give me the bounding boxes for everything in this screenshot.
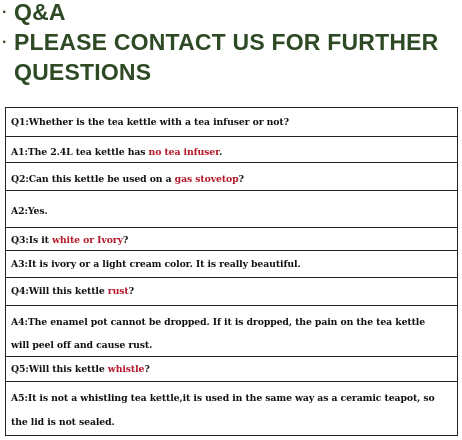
question-3-end: ?: [122, 235, 129, 246]
question-3-highlight: white or Ivory: [51, 235, 123, 246]
question-4: [11, 286, 134, 297]
qa-row-q1: [6, 108, 457, 137]
answer-5-line-1: A5:It is not a whistling tea kettle,it is used in the same way as a ceramic teapot, so: [11, 393, 435, 404]
question-3-text: Q3:Is it: [11, 235, 52, 246]
qa-row-q5: [6, 357, 457, 382]
answer-4-line-2: will peel off and cause rust.: [11, 340, 153, 351]
answer-4-line-1: A4:The enamel pot cannot be dropped. If it is dropped, the pain on the tea kettle: [11, 317, 426, 328]
answer-1: [11, 147, 222, 158]
answer-1-end: .: [219, 147, 223, 158]
header-qa-line: [2, 0, 66, 26]
qa-row-a3: [6, 251, 457, 278]
question-1: Q1:Whether is the tea kettle with a tea infuser or not?: [11, 117, 289, 128]
question-4-highlight: rust: [107, 286, 129, 297]
question-4-end: ?: [128, 286, 134, 297]
header-contact-text: PLEASE CONTACT US FOR FURTHER: [14, 29, 439, 55]
qa-row-q4: [6, 278, 457, 306]
qa-row-a1: [6, 137, 457, 163]
header-contact-line: [2, 29, 438, 56]
answer-1-text: A1:The 2.4L tea kettle has: [11, 147, 149, 158]
question-5-end: ?: [144, 364, 150, 375]
answer-1-highlight: no tea infuser: [148, 147, 220, 158]
qa-table: [5, 107, 458, 436]
question-5-highlight: whistle: [107, 364, 145, 375]
question-2-highlight: gas stovetop: [174, 174, 239, 185]
header-questions-line: QUESTIONS: [14, 59, 152, 85]
qa-row-q3: [6, 228, 457, 251]
qa-row-a2: [6, 191, 457, 228]
question-3: [11, 235, 128, 246]
question-5-text: Q5:Will this kettle: [11, 364, 108, 375]
qa-row-a4: [6, 306, 457, 357]
question-5: [11, 364, 150, 375]
question-2-text: Q2:Can this kettle be used on a: [11, 174, 175, 185]
answer-3: A3:It is ivory or a light cream color. It is really beautiful.: [11, 259, 301, 270]
answer-5-line-2: the lid is not sealed.: [11, 417, 115, 428]
header-qa-text: Q&A: [14, 0, 66, 25]
answer-2: A2:Yes.: [11, 206, 48, 217]
question-2: [11, 174, 244, 185]
question-4-text: Q4:Will this kettle: [11, 286, 108, 297]
qa-row-a5: [6, 382, 457, 435]
bullet-icon: ·: [2, 4, 8, 21]
qa-row-q2: [6, 163, 457, 191]
bullet-icon: ·: [2, 34, 8, 51]
question-2-end: ?: [238, 174, 244, 185]
